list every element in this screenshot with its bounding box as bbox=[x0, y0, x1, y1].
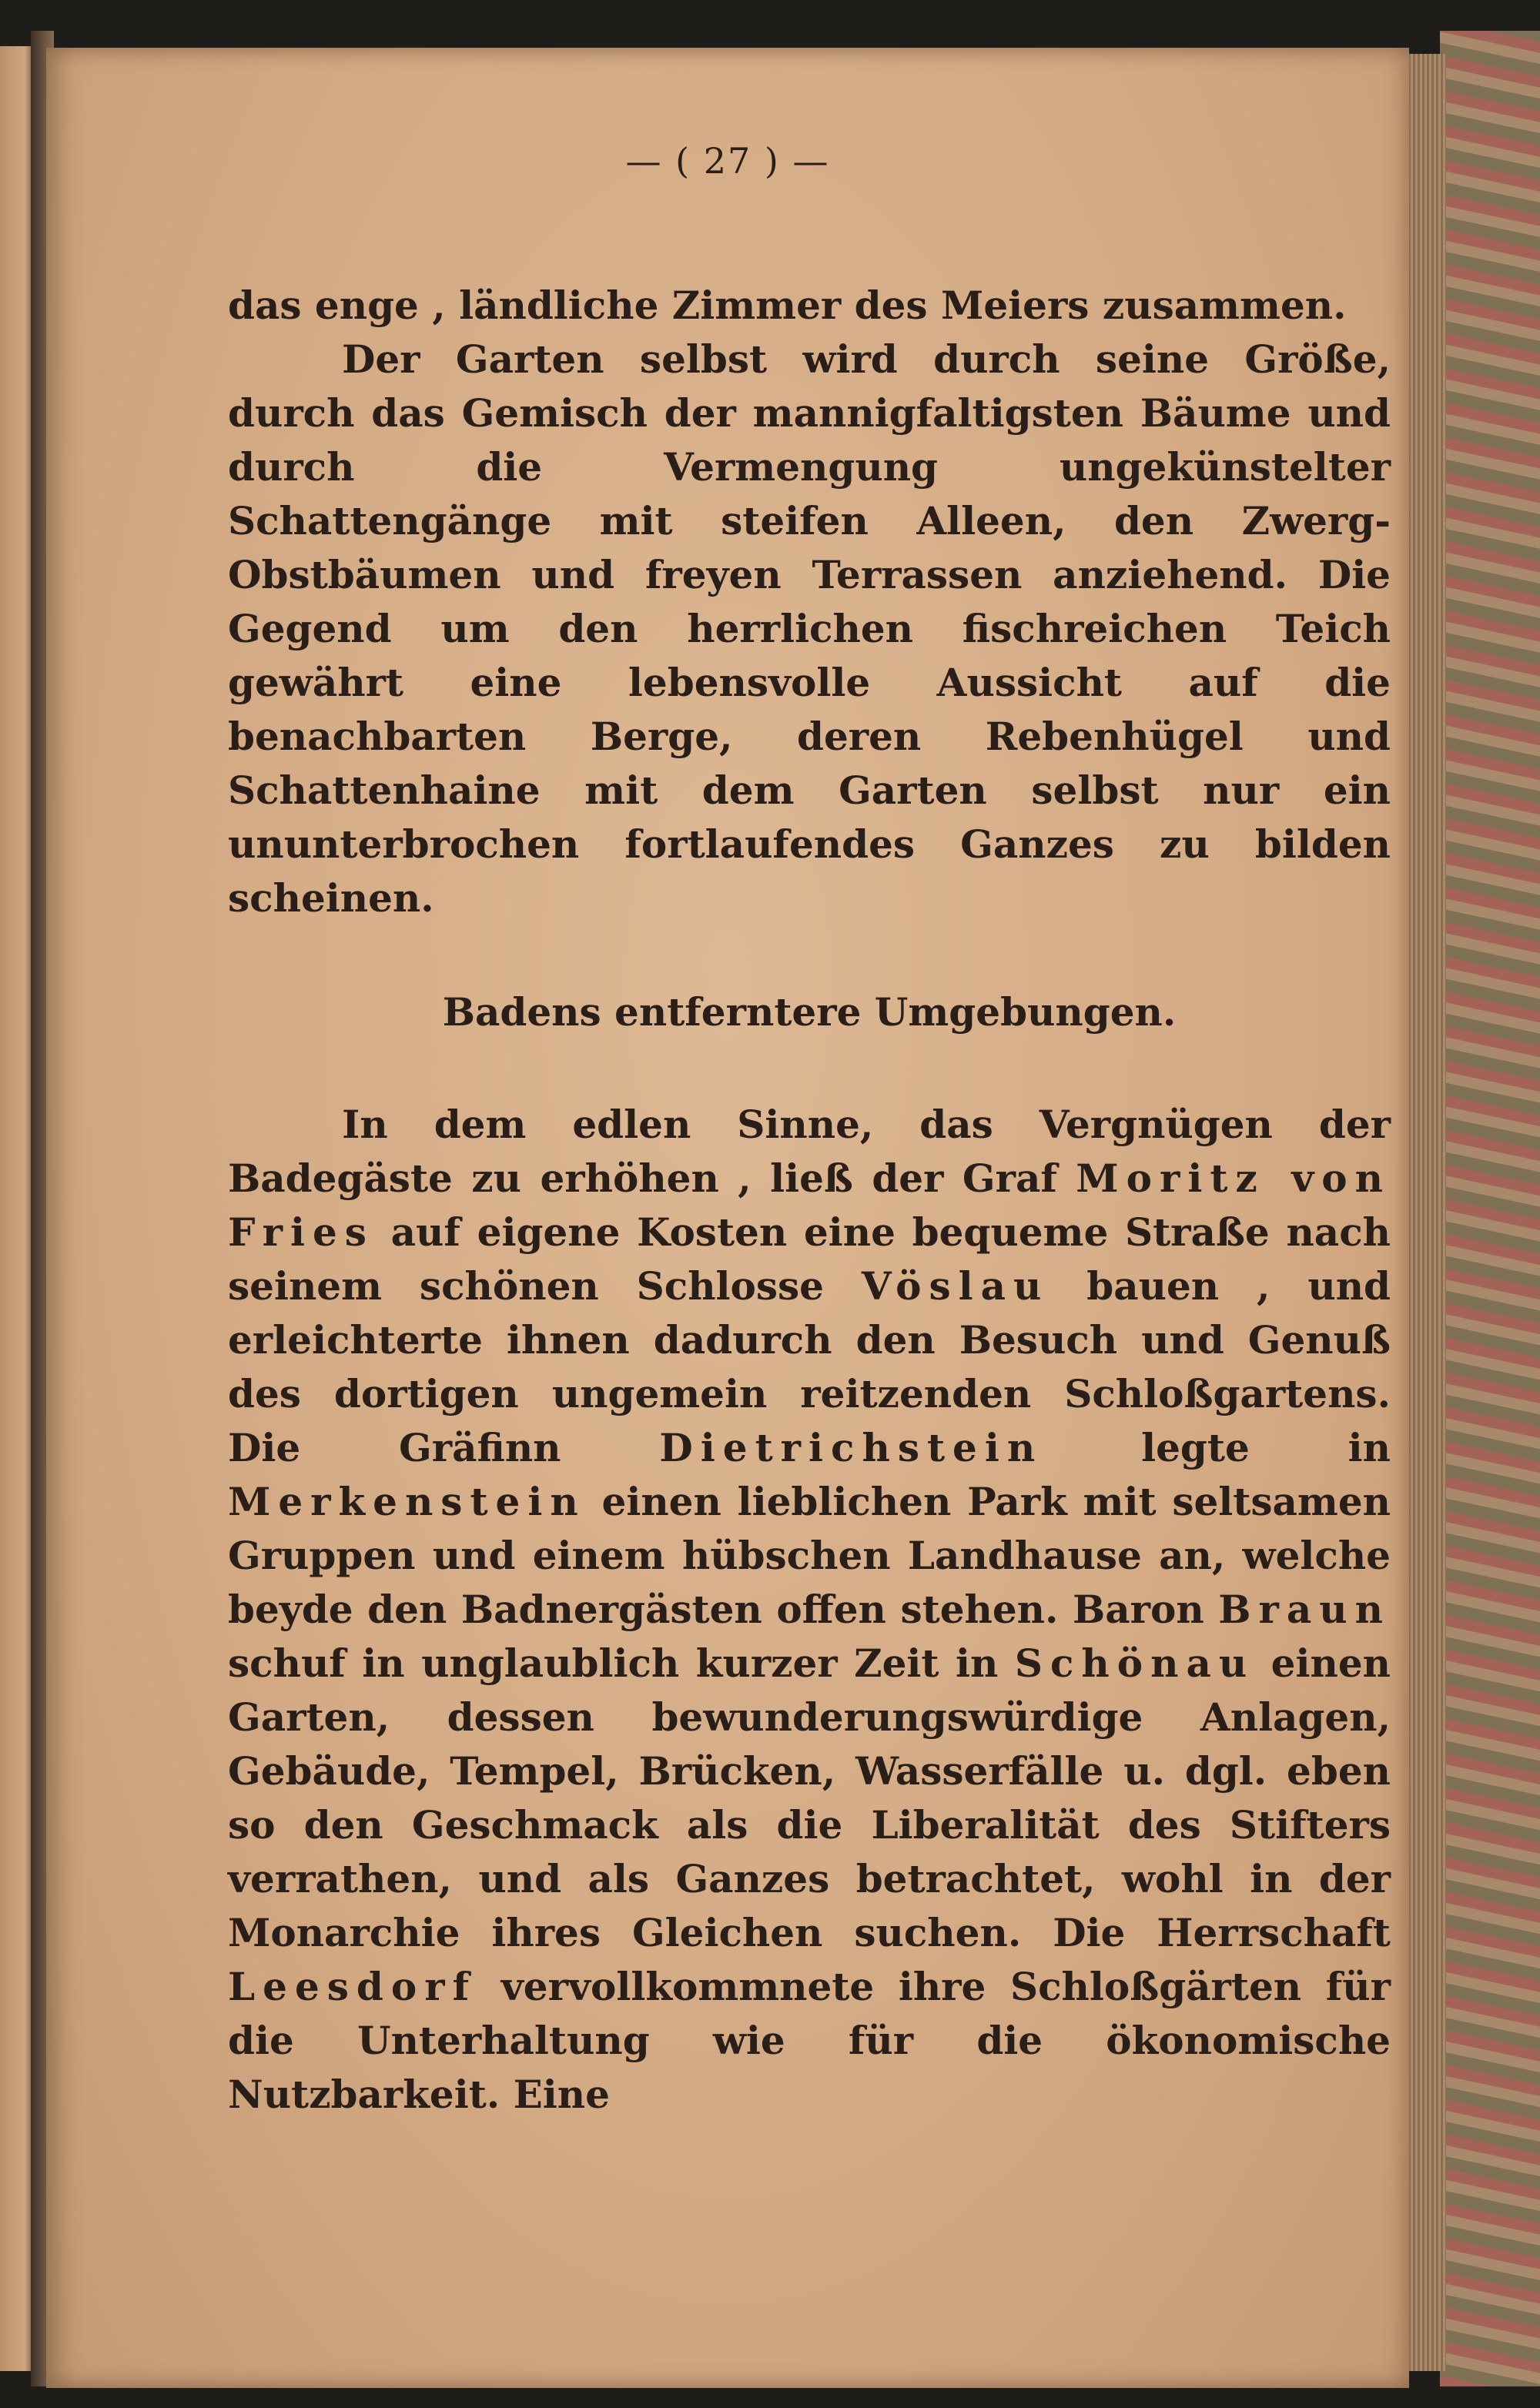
spaced-name-merkenstein: Merkenstein bbox=[228, 1479, 586, 1524]
marbled-cover-edge bbox=[1440, 31, 1540, 2386]
text-run: einen lieblichen Park mit seltsamen Gruppen und einem hübschen Landhause an, welche beyde den Badnergästen offen stehen. Baron bbox=[228, 1479, 1391, 1632]
paragraph-3 bbox=[228, 1098, 1391, 2122]
paragraph-1: das enge , ländliche Zimmer des Meiers zusammen. bbox=[228, 283, 1347, 328]
text-run: legte in bbox=[1043, 1425, 1391, 1470]
page-number: — ( 27 ) — bbox=[625, 140, 830, 182]
text-run: schuf in unglaublich kurzer Zeit in bbox=[228, 1640, 1015, 1686]
book-page bbox=[46, 48, 1409, 2388]
section-heading: Badens entferntere Umgebungen. bbox=[442, 989, 1177, 1035]
text-run: auf eigene Kosten eine bequeme Straße nach seinem schönen Schlosse bbox=[228, 1209, 1391, 1309]
text-run: einen Garten, dessen bewunderungswürdige Anlagen, Gebäude, Tempel, Brücken, Wasserfälle u. dgl. eben so den Geschmack als die Liberalität des Stifters verrathen, und als Ganzes betrachtet, wohl in der Monarchie ihres Gleichen suchen. Die Herrschaft bbox=[228, 1640, 1391, 1955]
text-run: In dem edlen Sinne, das Vergnügen der Badegäste zu erhöhen , ließ der Graf bbox=[228, 1102, 1391, 1201]
spaced-name-voeslau: Vöslau bbox=[861, 1263, 1050, 1309]
spaced-name-dietrichstein: Dietrichstein bbox=[659, 1425, 1043, 1470]
paragraph-2: Der Garten selbst wird durch seine Größe, durch das Gemisch der mannigfaltigsten Bäume und durch die Vermengung ungekünstelter Schattengänge mit steifen Alleen, den Zwerg-Obstbäumen und freyen Terrassen anziehend. Die Gegend um den herrlichen fischreichen Teich gewährt eine lebensvolle Aussicht auf die benachbarten Berge, deren Rebenhügel und Schattenhaine mit dem Garten selbst nur ein ununterbrochen fortlaufendes Ganzes zu bilden scheinen. bbox=[228, 336, 1391, 921]
spaced-name-schoenau: Schönau bbox=[1014, 1640, 1255, 1686]
text-run: vervollkommnete ihre Schloßgärten für die Unterhaltung wie für die ökonomische Nutzbarkeit. Eine bbox=[228, 1964, 1391, 2117]
text-run: bauen , und erleichterte ihnen dadurch den Besuch und Genuß des dortigen ungemein reitzenden Schloßgartens. Die Gräfinn bbox=[228, 1263, 1391, 1470]
spaced-name-braun: Braun bbox=[1218, 1587, 1391, 1632]
spaced-name-moritz-von-fries: Moritz von Fries bbox=[228, 1156, 1391, 1255]
spaced-name-leesdorf: Leesdorf bbox=[228, 1964, 477, 2009]
page-text bbox=[228, 279, 1391, 2122]
